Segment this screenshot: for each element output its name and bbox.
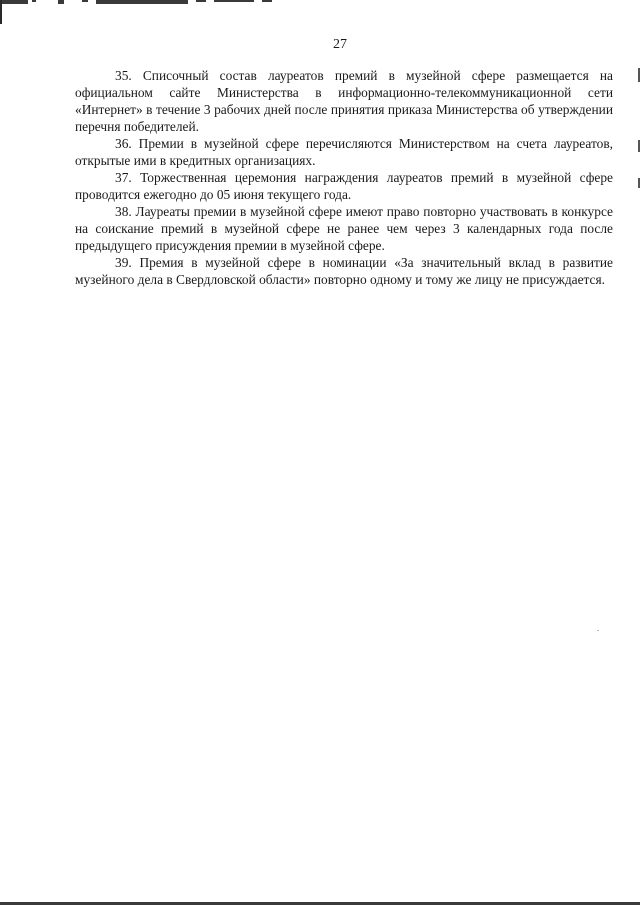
scan-edge-artifact-top [0,0,290,6]
paragraph-39: 39. Премия в музейной сфере в номинации «За значительный вклад в развитие музейного дела в Свердловской области» повторно одному и тому же лицу не присуждается. [75,255,613,287]
paragraph-37: 37. Торжественная церемония награждения лауреатов премий в музейной сфере проводится ежегодно до 05 июня текущего года. [75,170,613,202]
paragraph-35: 35. Списочный состав лауреатов премий в музейной сфере размещается на официальном сайте Министерства в информационно-телекоммуникационной сети «Интернет» в течение 3 рабочих дней после принятия приказа Министерства об утверждении перечня победителей. [75,68,613,134]
scan-edge-artifact-left [0,0,2,24]
scan-speck [597,630,599,631]
page-number: 27 [333,37,347,52]
paragraph-38: 38. Лауреаты премии в музейной сфере имеют право повторно участвовать в конкурсе на соискание премий в музейной сфере не ранее чем через 3 календарных года после предыдущего присуждения премии в музейной сфере. [75,204,613,253]
paragraph-36: 36. Премии в музейной сфере перечисляются Министерством на счета лауреатов, открытые ими в кредитных организациях. [75,136,613,168]
document-body [75,67,613,288]
